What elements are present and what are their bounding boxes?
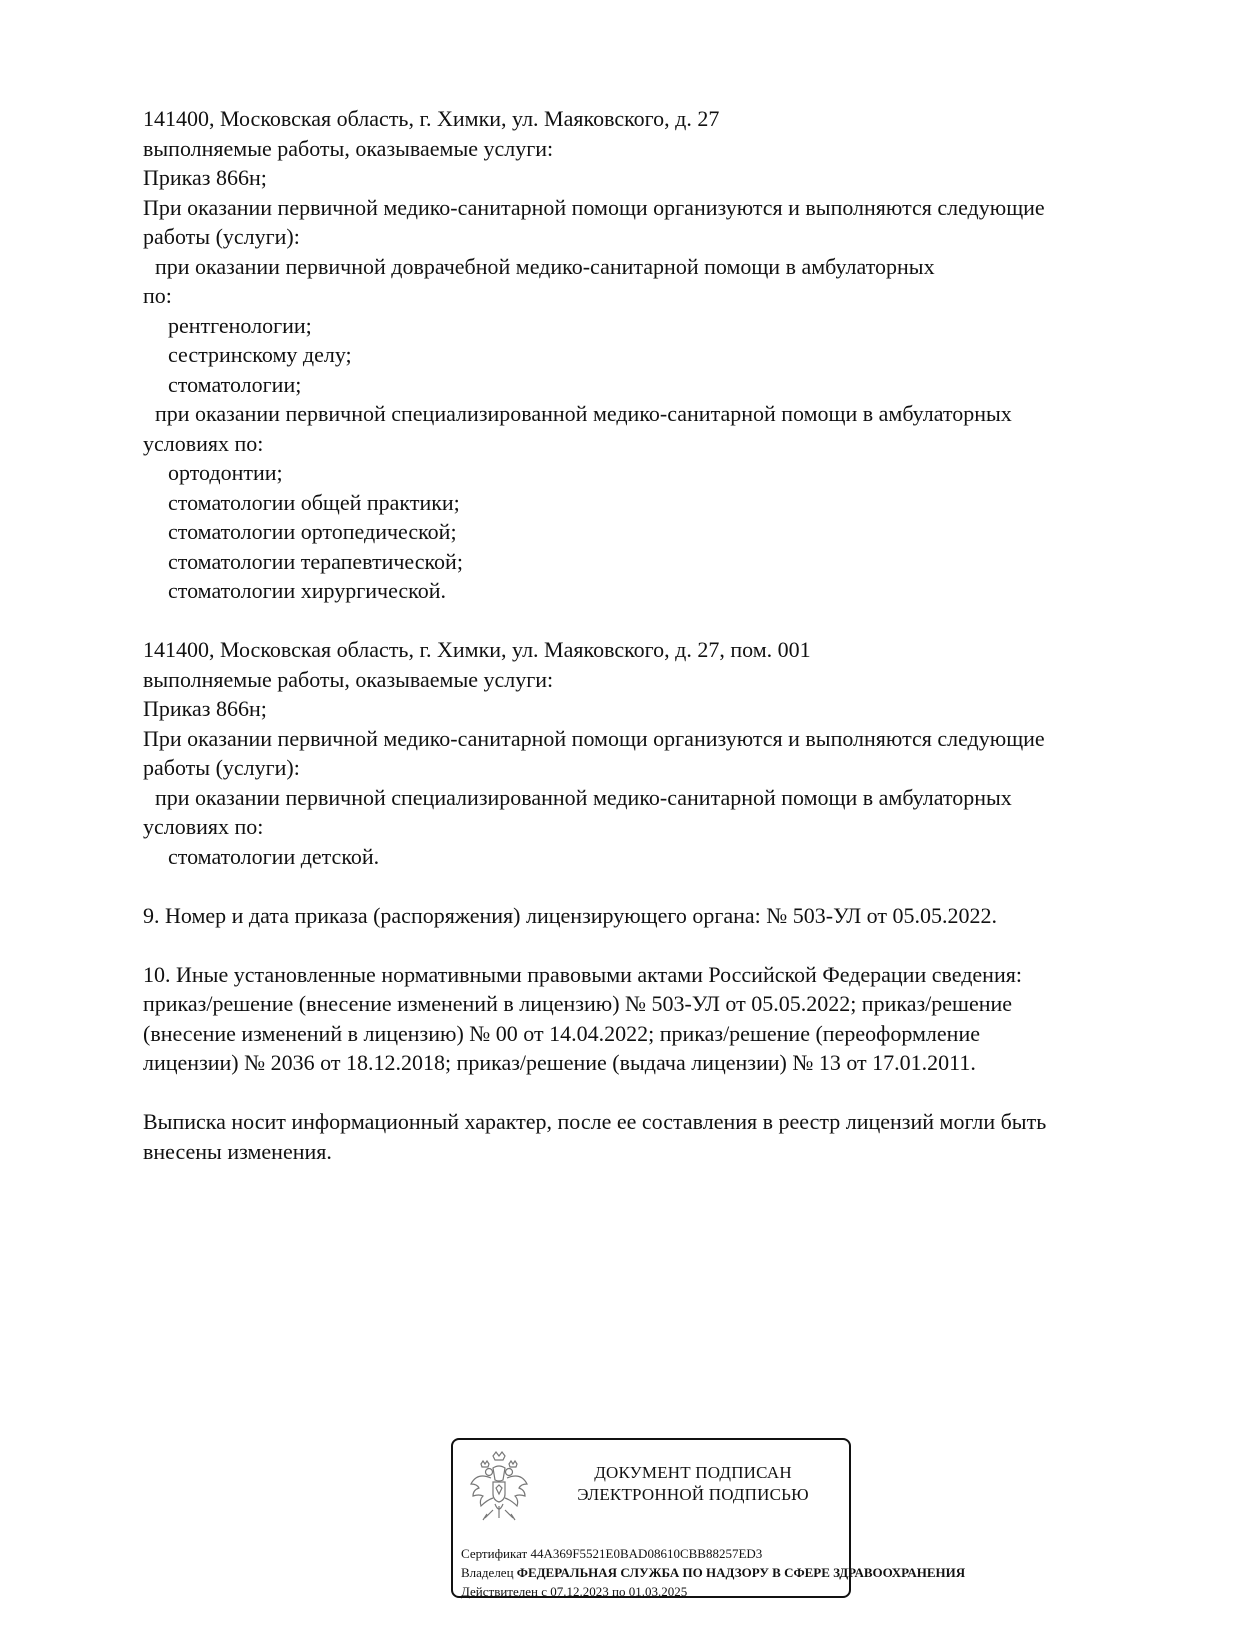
disclaimer-line: внесены изменения. [143,1138,332,1164]
address-block-1 [143,104,1143,606]
services-heading: выполняемые работы, оказываемые услуги: [143,135,554,161]
service-item: стоматологии хирургической. [168,578,446,603]
disclaimer-line: Выписка носит информационный характер, после ее составления в реестр лицензий могли быть [143,1109,1047,1134]
stamp-title-line: ЭЛЕКТРОННОЙ ПОДПИСЬЮ [577,1485,809,1504]
disclaimer [143,1107,1143,1166]
address-line: 141400, Московская область, г. Химки, ул. Маяковского, д. 27, пом. 001 [143,637,811,662]
service-group-intro-tail: условиях по: [143,814,264,839]
service-group-intro-tail: по: [143,283,172,308]
certificate-row [461,1544,965,1563]
service-item: стоматологии детской. [168,843,380,869]
service-item: сестринскому делу; [168,342,352,367]
service-item: стоматологии терапевтической; [168,548,463,574]
order-reference: Приказ 866н; [143,696,267,721]
services-heading: выполняемые работы, оказываемые услуги: [143,666,554,692]
certificate-value: 44A369F5521E0BAD08610CBB88257ED3 [530,1546,763,1561]
order-reference: Приказ 866н; [143,165,267,190]
electronic-signature-stamp [451,1438,966,1599]
section-9 [143,901,1143,931]
services-intro: При оказании первичной медико-санитарной помощи организуются и выполняются следующие [143,194,1045,220]
russian-coat-of-arms-icon [467,1448,531,1528]
order-number-date: 9. Номер и дата приказа (распоряжения) лицензирующего органа: № 503-УЛ от 05.05.2022. [143,902,997,928]
stamp-title [543,1462,843,1506]
service-item: стоматологии общей практики; [168,489,460,515]
service-group-intro-tail: условиях по: [143,430,264,456]
owner-value: ФЕДЕРАЛЬНАЯ СЛУЖБА ПО НАДЗОРУ В СФЕРЕ ЗДРАВООХРАНЕНИЯ [516,1565,966,1580]
other-info-line: 10. Иные установленные нормативными правовыми актами Российской Федерации сведения: [143,961,1022,987]
document-body [143,104,1143,1196]
address-line: 141400, Московская область, г. Химки, ул. Маяковского, д. 27 [143,106,720,131]
other-info-line: (внесение изменений в лицензию) № 00 от 14.04.2022; приказ/решение (переоформление [143,1020,980,1046]
owner-row [461,1563,965,1582]
service-item: стоматологии ортопедической; [168,519,457,544]
service-item: ортодонтии; [168,460,283,485]
other-info-line: лицензии) № 2036 от 18.12.2018; приказ/решение (выдача лицензии) № 13 от 17.01.2011. [143,1050,976,1075]
service-item: стоматологии; [168,371,302,397]
service-group-intro: при оказании первичной специализированной медико-санитарной помощи в амбулаторных [155,401,1012,426]
service-group-intro: при оказании первичной доврачебной медико-санитарной помощи в амбулаторных [155,253,935,279]
stamp-title-line: ДОКУМЕНТ ПОДПИСАН [594,1463,792,1482]
section-10 [143,960,1143,1078]
validity-row: Действителен с 07.12.2023 по 01.03.2025 [461,1584,688,1599]
certificate-label: Сертификат [461,1546,528,1561]
services-intro: работы (услуги): [143,224,300,249]
address-block-2 [143,635,1143,871]
service-group-intro: при оказании первичной специализированной медико-санитарной помощи в амбулаторных [155,784,1012,810]
other-info-line: приказ/решение (внесение изменений в лицензию) № 503-УЛ от 05.05.2022; приказ/решение [143,991,1013,1016]
service-item: рентгенологии; [168,312,312,338]
owner-label: Владелец [461,1565,514,1580]
stamp-details [461,1544,965,1601]
services-intro: работы (услуги): [143,755,300,780]
services-intro: При оказании первичной медико-санитарной помощи организуются и выполняются следующие [143,725,1045,751]
